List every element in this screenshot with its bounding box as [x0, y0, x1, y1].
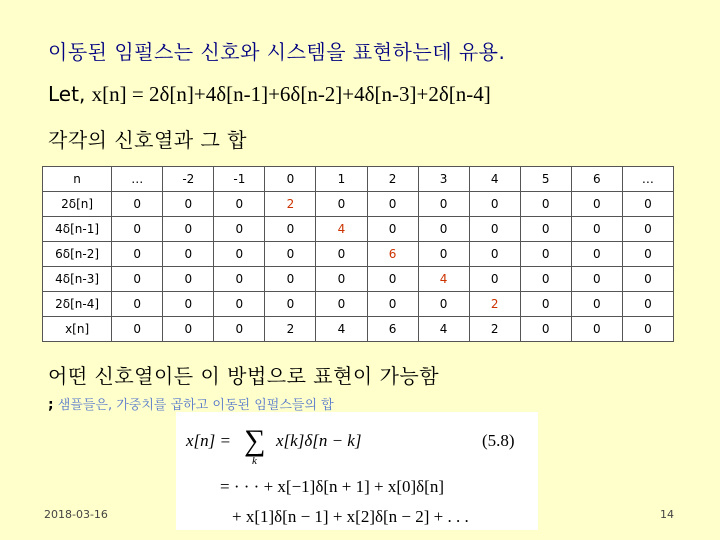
table-row: [43, 267, 674, 292]
summation-index: k: [252, 455, 257, 467]
header-cell: 5: [520, 167, 571, 192]
table-cell: 2: [265, 317, 316, 342]
slide-line-samples-note: [48, 394, 334, 413]
table-cell: 0: [265, 267, 316, 292]
table-cell: 0: [265, 217, 316, 242]
table-cell: 0: [163, 317, 214, 342]
table-cell: 0: [469, 192, 520, 217]
table-cell: 0: [214, 267, 265, 292]
equation-lhs: x[n] =: [186, 431, 231, 450]
note-text: 샘플들은, 가중치를 곱하고 이동된 임펄스들의 합: [57, 398, 334, 413]
header-cell: …: [112, 167, 163, 192]
table-cell: 0: [520, 192, 571, 217]
table-cell: 0: [163, 292, 214, 317]
table-cell: 6: [367, 317, 418, 342]
table-cell: 0: [214, 192, 265, 217]
table-cell: 0: [316, 242, 367, 267]
row-label: 4δ[n-1]: [43, 217, 112, 242]
table-cell: 0: [520, 217, 571, 242]
table-cell: 4: [316, 217, 367, 242]
table-cell: 0: [622, 267, 673, 292]
row-label: 2δ[n-4]: [43, 292, 112, 317]
header-cell: 3: [418, 167, 469, 192]
equation-expansion-line2: + x[1]δ[n − 1] + x[2]δ[n − 2] + . . .: [232, 507, 469, 526]
table-cell: 2: [469, 292, 520, 317]
table-cell: 0: [112, 192, 163, 217]
table-cell: 0: [112, 267, 163, 292]
table-cell: 0: [265, 292, 316, 317]
table-cell: 0: [571, 292, 622, 317]
header-cell: 4: [469, 167, 520, 192]
table-cell: 2: [265, 192, 316, 217]
table-row: [43, 192, 674, 217]
slide-line-let-definition: [48, 82, 491, 107]
row-label: 4δ[n-3]: [43, 267, 112, 292]
table-cell: 0: [571, 217, 622, 242]
table-cell: 0: [571, 242, 622, 267]
header-cell: 2: [367, 167, 418, 192]
table-cell: 0: [163, 267, 214, 292]
table-cell: 0: [622, 317, 673, 342]
header-cell: n: [43, 167, 112, 192]
table-cell: 0: [418, 217, 469, 242]
table-cell: 0: [316, 267, 367, 292]
table-cell: 0: [622, 217, 673, 242]
let-prefix: Let,: [48, 82, 86, 106]
table-row: [43, 317, 674, 342]
table-cell: 2: [469, 317, 520, 342]
table-cell: 0: [469, 242, 520, 267]
equation-expansion-line1: = · · · + x[−1]δ[n + 1] + x[0]δ[n]: [220, 477, 444, 496]
equation-rhs: x[k]δ[n − k]: [276, 431, 362, 450]
slide-date: 2018-03-16: [44, 508, 108, 521]
note-semicolon: ;: [48, 397, 54, 413]
table-cell: 0: [163, 242, 214, 267]
table-row: [43, 242, 674, 267]
table-cell: 0: [571, 192, 622, 217]
table-cell: 0: [214, 242, 265, 267]
row-label: x[n]: [43, 317, 112, 342]
table-cell: 0: [520, 292, 571, 317]
table-cell: 0: [418, 242, 469, 267]
table-row: [43, 292, 674, 317]
table-cell: 4: [418, 267, 469, 292]
table-cell: 0: [214, 317, 265, 342]
table-cell: 0: [469, 267, 520, 292]
slide-line-any-sequence: 어떤 신호열이든 이 방법으로 표현이 가능함: [48, 364, 440, 388]
table-cell: 0: [571, 267, 622, 292]
table-cell: 0: [367, 192, 418, 217]
row-label: 6δ[n-2]: [43, 242, 112, 267]
table-cell: 4: [316, 317, 367, 342]
table-cell: 0: [367, 292, 418, 317]
impulse-table: [42, 166, 674, 342]
table-cell: 0: [418, 192, 469, 217]
table-cell: 0: [520, 267, 571, 292]
table-row: [43, 217, 674, 242]
table-cell: 0: [418, 292, 469, 317]
table-cell: 0: [316, 192, 367, 217]
table-cell: 0: [622, 292, 673, 317]
header-cell: 6: [571, 167, 622, 192]
table-cell: 0: [622, 242, 673, 267]
table-cell: 0: [214, 292, 265, 317]
header-cell: -1: [214, 167, 265, 192]
header-cell: …: [622, 167, 673, 192]
table-cell: 0: [520, 317, 571, 342]
table-cell: 0: [214, 217, 265, 242]
table-header-row: [43, 167, 674, 192]
table-cell: 0: [571, 317, 622, 342]
table-cell: 6: [367, 242, 418, 267]
table-cell: 0: [112, 242, 163, 267]
table-cell: 0: [469, 217, 520, 242]
table-cell: 4: [418, 317, 469, 342]
summation-symbol: ∑: [244, 424, 266, 457]
table-cell: 0: [163, 217, 214, 242]
header-cell: -2: [163, 167, 214, 192]
table-cell: 0: [367, 267, 418, 292]
table-cell: 0: [163, 192, 214, 217]
table-cell: 0: [112, 217, 163, 242]
table-cell: 0: [520, 242, 571, 267]
table-cell: 0: [265, 242, 316, 267]
convolution-sum-equation: [176, 412, 538, 530]
sequence-equation: x[n] = 2δ[n]+4δ[n-1]+6δ[n-2]+4δ[n-3]+2δ[n-4]: [91, 82, 491, 106]
row-label: 2δ[n]: [43, 192, 112, 217]
slide-line-shifted-impulse: 이동된 임펄스는 신호와 시스템을 표현하는데 유용.: [48, 40, 506, 64]
table-cell: 0: [112, 292, 163, 317]
table-cell: 0: [622, 192, 673, 217]
header-cell: 1: [316, 167, 367, 192]
slide-page-number: 14: [660, 508, 674, 521]
table-cell: 0: [316, 292, 367, 317]
table-cell: 0: [367, 217, 418, 242]
equation-tag: (5.8): [482, 431, 515, 450]
header-cell: 0: [265, 167, 316, 192]
slide-line-table-caption: 각각의 신호열과 그 합: [48, 128, 247, 152]
table-cell: 0: [112, 317, 163, 342]
